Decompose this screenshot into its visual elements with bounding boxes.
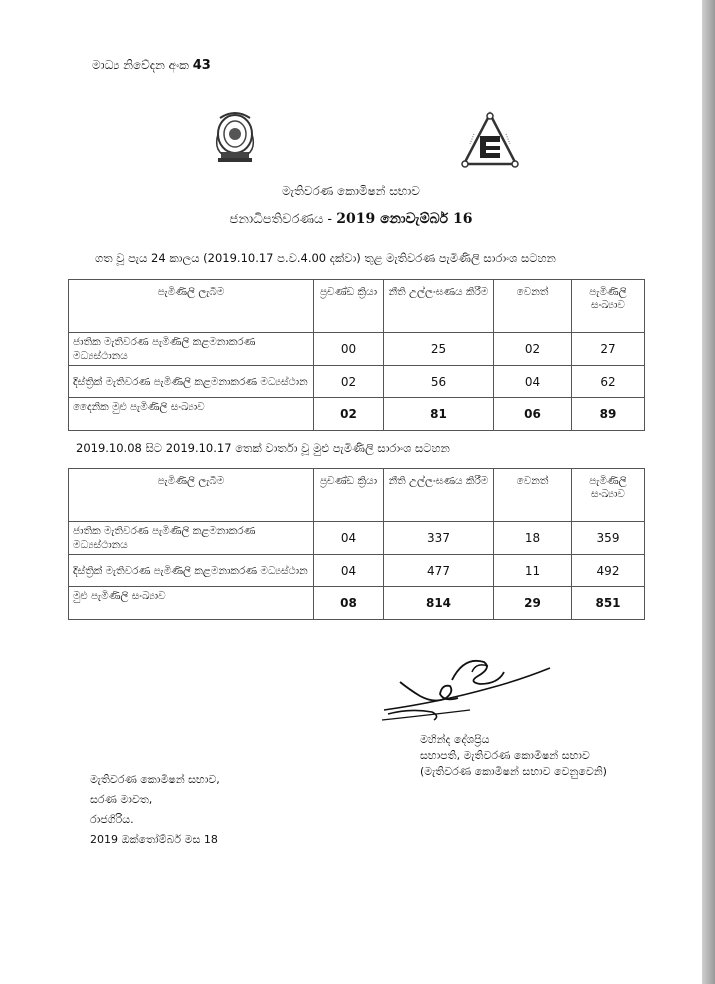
col-header-violence: ප්‍රචණ්ඩ ක්‍රියා: [314, 280, 384, 333]
table-row: ජාතික මැතිවරණ පැමිණිලි කළමනාකරණ මධ්‍යස්ථානය 04 337 18 359: [69, 522, 645, 555]
election-title: ජනාධිපතිවරණය - 2019 නොවැම්බර් 16: [229, 211, 473, 227]
col-header-total: පැමිණිලි සංඛ්‍යාව: [572, 280, 645, 333]
col-header-law-violation: නීති උල්ලංඝණය කිරීම: [384, 469, 494, 522]
media-release-number: මාධ්‍ය නිවේදන අංක 43: [92, 58, 211, 73]
table-row: දිස්ත්‍රික් මැතිවරණ පැමිණිලි කළමනාකරණ මධ්‍යස්ථාන 02 56 04 62: [69, 366, 645, 398]
col-header-other: වෙනත්: [494, 469, 572, 522]
table-row: දිස්ත්‍රික් මැතිවරණ පැමිණිලි කළමනාකරණ මධ්‍යස්ථාන 04 477 11 492: [69, 555, 645, 587]
col-header-other: වෙනත්: [494, 280, 572, 333]
signer-block: [420, 732, 607, 780]
signer-on-behalf: (මැතිවරණ කොමිෂන් සභාව වෙනුවෙනි): [420, 765, 607, 778]
col-header-complaint-source: පැමිණිලි ලැබීම: [69, 469, 314, 522]
commission-title: මැතිවරණ කොමිෂන් සභාව: [282, 184, 420, 198]
col-header-complaint-source: පැමිණිලි ලැබීම: [69, 280, 314, 333]
table-row: ජාතික මැතිවරණ පැමිණිලි කළමනාකරණ මධ්‍යස්ථානය 00 25 02 27: [69, 333, 645, 366]
table-header-row: [69, 280, 645, 333]
document-date: 2019 ඔක්තෝම්බර් මස 18: [90, 833, 218, 846]
col-header-total: පැමිණිලි සංඛ්‍යාව: [572, 469, 645, 522]
col-header-violence: ප්‍රචණ්ඩ ක්‍රියා: [314, 469, 384, 522]
table-cumulative-summary: [68, 468, 645, 620]
table2-caption: 2019.10.08 සිට 2019.10.17 තෙක් වාර්තා වූ මුළු පැමිණිලි සාරාංශ සටහන: [76, 441, 450, 455]
table-header-row: [69, 469, 645, 522]
table-24h-summary: [68, 279, 645, 431]
table-total-row: දෛනික මුළු පැමිණිලි සංඛ්‍යාව 02 81 06 89: [69, 398, 645, 431]
election-commission-logo-icon: [460, 110, 520, 170]
sri-lanka-emblem-icon: [212, 108, 258, 166]
signature-icon: [380, 654, 555, 734]
address-block: මැතිවරණ කොමිෂන් සභාව, සරණ මාවත, රාජගිරිය. 2019 ඔක්තෝම්බර් මස 18: [90, 770, 220, 850]
table1-caption: ගත වූ පැය 24 කාලය (2019.10.17 ප.ව.4.00 දක්වා) තුළ මැතිවරණ පැමිණිලි සාරාංශ සටහන: [95, 251, 556, 265]
signer-title: සභාපති, මැතිවරණ කොමිෂන් සභාව: [420, 749, 590, 762]
table-total-row: මුළු පැමිණිලි සංඛ්‍යාව 08 814 29 851: [69, 587, 645, 620]
page-edge: [702, 0, 715, 984]
col-header-law-violation: නීති උල්ලංඝණය කිරීම: [384, 280, 494, 333]
signer-name: මහින්ද දේශප්‍රිය: [420, 733, 490, 746]
